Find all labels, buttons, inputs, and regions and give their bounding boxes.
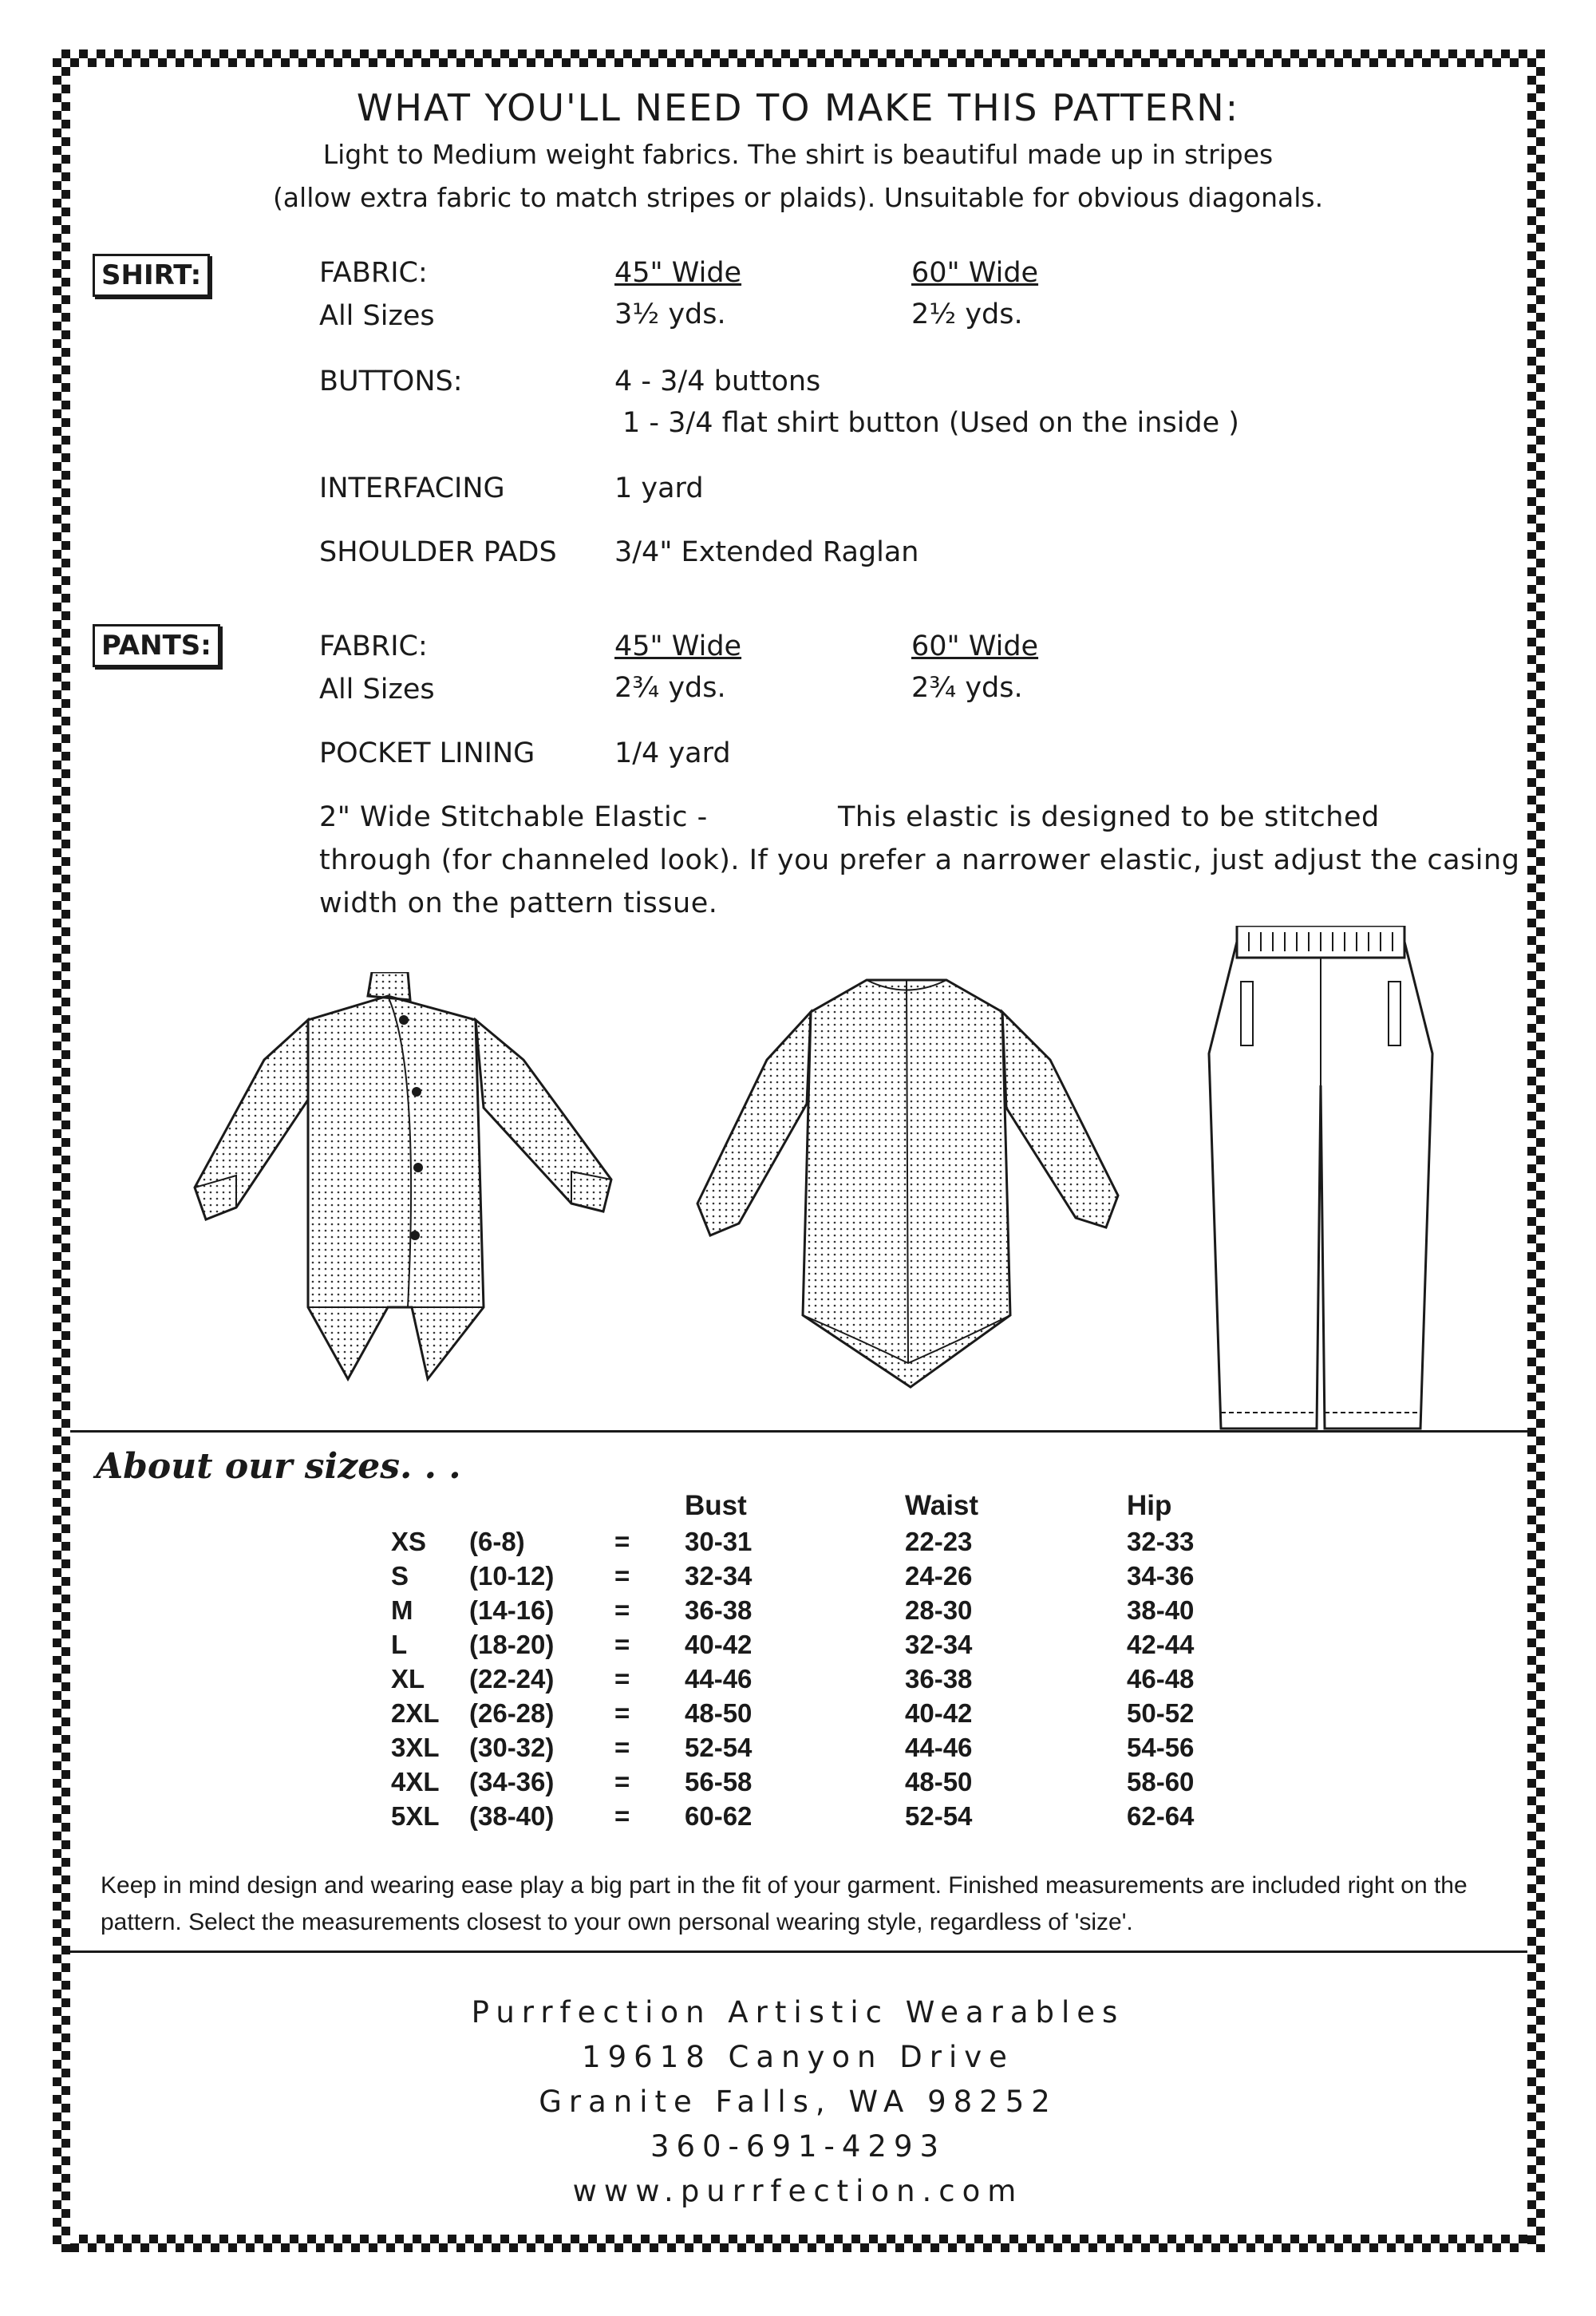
- size-cell-waist: 48-50: [905, 1766, 973, 1796]
- size-cell-size: M: [391, 1595, 413, 1625]
- size-cell-range: (18-20): [469, 1629, 555, 1659]
- shirt-60-wide-header: 60" Wide: [911, 257, 1039, 289]
- shoulder-pads-value: 3/4" Extended Raglan: [614, 536, 919, 568]
- size-cell-hip: 38-40: [1127, 1595, 1195, 1625]
- buttons-label: BUTTONS:: [319, 366, 463, 397]
- size-row: [391, 1730, 1254, 1765]
- size-cell-bust: 52-54: [685, 1732, 753, 1762]
- size-row: [391, 1799, 1254, 1833]
- size-cell-size: L: [391, 1629, 408, 1659]
- intro-line-2: (allow extra fabric to match stripes or plaids). Unsuitable for obvious diagonals.: [272, 182, 1324, 213]
- pants-illustration: [1205, 926, 1436, 1433]
- pants-45-wide-header: 45" Wide: [614, 630, 742, 662]
- shirt-fabric-label: FABRIC:: [319, 257, 428, 289]
- size-cell-bust: 32-34: [685, 1560, 753, 1591]
- checkered-border-bottom: [53, 2235, 1545, 2252]
- size-cell-hip: 42-44: [1127, 1629, 1195, 1659]
- size-cell-bust: 30-31: [685, 1526, 753, 1556]
- section-divider-bottom: [70, 1950, 1527, 1953]
- size-cell-size: XL: [391, 1663, 425, 1694]
- checkered-border-top: [53, 49, 1545, 67]
- page-title: WHAT YOU'LL NEED TO MAKE THIS PATTERN:: [356, 86, 1240, 129]
- pants-fabric-label: FABRIC:: [319, 630, 428, 662]
- size-cell-size: 5XL: [391, 1800, 440, 1831]
- size-cell-bust: 48-50: [685, 1697, 753, 1728]
- size-cell-eq: =: [614, 1595, 630, 1625]
- shirt-back-illustration: [691, 964, 1122, 1395]
- pants-yardage-60: 2¾ yds.: [911, 672, 1023, 704]
- interfacing-value: 1 yard: [614, 472, 704, 504]
- city-state-zip: Granite Falls, WA 98252: [539, 2085, 1057, 2119]
- size-cell-bust: 56-58: [685, 1766, 753, 1796]
- size-cell-eq: =: [614, 1560, 630, 1591]
- size-cell-size: 2XL: [391, 1697, 440, 1728]
- size-cell-size: 4XL: [391, 1766, 440, 1796]
- elastic-label: 2" Wide Stitchable Elastic -: [319, 801, 708, 833]
- size-cell-hip: 54-56: [1127, 1732, 1195, 1762]
- buttons-line-2: 1 - 3/4 flat shirt button (Used on the inside ): [622, 407, 1239, 439]
- size-row: [391, 1593, 1254, 1627]
- website-link[interactable]: www.purrfection.com: [572, 2174, 1024, 2208]
- size-chart-header-row: [391, 1488, 1254, 1524]
- shirt-front-illustration: [188, 972, 619, 1387]
- size-cell-size: S: [391, 1560, 409, 1591]
- section-divider-top: [70, 1430, 1527, 1433]
- pants-badge: PANTS:: [93, 624, 220, 667]
- pants-60-wide-header: 60" Wide: [911, 630, 1039, 662]
- size-cell-hip: 58-60: [1127, 1766, 1195, 1796]
- fit-note: Keep in mind design and wearing ease play a big part in the fit of your garment. Finished measurements are included right on the pattern. Select the measurements closest to your own personal wearing style, regardless of 'size'.: [101, 1872, 1468, 1935]
- size-cell-hip: 34-36: [1127, 1560, 1195, 1591]
- pocket-lining-value: 1/4 yard: [614, 737, 731, 769]
- interfacing-label: INTERFACING: [319, 472, 505, 504]
- buttons-line-1: 4 - 3/4 buttons: [614, 366, 821, 397]
- intro-line-1: Light to Medium weight fabrics. The shirt is beautiful made up in stripes: [322, 139, 1274, 170]
- size-cell-eq: =: [614, 1766, 630, 1796]
- bust-header: Bust: [685, 1490, 747, 1521]
- elastic-text-1: This elastic is designed to be stitched: [838, 801, 1380, 833]
- size-cell-waist: 36-38: [905, 1663, 973, 1694]
- size-cell-bust: 60-62: [685, 1800, 753, 1831]
- size-cell-waist: 24-26: [905, 1560, 973, 1591]
- hip-header: Hip: [1127, 1490, 1172, 1521]
- pocket-lining-label: POCKET LINING: [319, 737, 535, 769]
- size-row: [391, 1696, 1254, 1730]
- size-cell-range: (38-40): [469, 1800, 555, 1831]
- size-cell-waist: 44-46: [905, 1732, 973, 1762]
- size-row: [391, 1765, 1254, 1799]
- size-cell-waist: 22-23: [905, 1526, 973, 1556]
- size-row: [391, 1627, 1254, 1662]
- size-cell-eq: =: [614, 1629, 630, 1659]
- shirt-yardage-45: 3½ yds.: [614, 298, 726, 330]
- size-cell-range: (22-24): [469, 1663, 555, 1694]
- waist-header: Waist: [905, 1490, 979, 1521]
- size-cell-size: 3XL: [391, 1732, 440, 1762]
- size-cell-eq: =: [614, 1732, 630, 1762]
- street-address: 19618 Canyon Drive: [582, 2040, 1014, 2074]
- size-cell-bust: 36-38: [685, 1595, 753, 1625]
- size-cell-waist: 28-30: [905, 1595, 973, 1625]
- size-cell-waist: 40-42: [905, 1697, 973, 1728]
- size-row: [391, 1524, 1254, 1559]
- size-cell-hip: 50-52: [1127, 1697, 1195, 1728]
- size-chart-table: [391, 1488, 1254, 1833]
- size-cell-eq: =: [614, 1526, 630, 1556]
- size-cell-eq: =: [614, 1697, 630, 1728]
- shirt-45-wide-header: 45" Wide: [614, 257, 742, 289]
- size-cell-hip: 62-64: [1127, 1800, 1195, 1831]
- shirt-all-sizes-label: All Sizes: [319, 300, 435, 332]
- size-cell-range: (34-36): [469, 1766, 555, 1796]
- size-cell-bust: 44-46: [685, 1663, 753, 1694]
- size-cell-hip: 46-48: [1127, 1663, 1195, 1694]
- elastic-text-2: through (for channeled look). If you prefer a narrower elastic, just adjust the casing: [319, 844, 1520, 876]
- shirt-badge: SHIRT:: [93, 254, 210, 297]
- size-cell-range: (14-16): [469, 1595, 555, 1625]
- elastic-text-3: width on the pattern tissue.: [319, 887, 718, 919]
- size-row: [391, 1559, 1254, 1593]
- size-cell-waist: 32-34: [905, 1629, 973, 1659]
- pants-all-sizes-label: All Sizes: [319, 674, 435, 705]
- shirt-yardage-60: 2½ yds.: [911, 298, 1023, 330]
- size-cell-hip: 32-33: [1127, 1526, 1195, 1556]
- size-cell-range: (10-12): [469, 1560, 555, 1591]
- size-cell-bust: 40-42: [685, 1629, 753, 1659]
- pants-yardage-45: 2¾ yds.: [614, 672, 726, 704]
- checkered-border-right: [1527, 49, 1545, 2252]
- size-cell-range: (30-32): [469, 1732, 555, 1762]
- size-cell-range: (26-28): [469, 1697, 555, 1728]
- size-cell-waist: 52-54: [905, 1800, 973, 1831]
- size-cell-size: XS: [391, 1526, 427, 1556]
- size-cell-range: (6-8): [469, 1526, 525, 1556]
- shoulder-pads-label: SHOULDER PADS: [319, 536, 557, 568]
- company-name: Purrfection Artistic Wearables: [471, 1995, 1125, 2029]
- phone-number: 360-691-4293: [650, 2129, 946, 2164]
- size-cell-eq: =: [614, 1800, 630, 1831]
- sizes-heading: About our sizes. . .: [96, 1446, 461, 1487]
- checkered-border-left: [53, 49, 70, 2252]
- size-cell-eq: =: [614, 1663, 630, 1694]
- size-row: [391, 1662, 1254, 1696]
